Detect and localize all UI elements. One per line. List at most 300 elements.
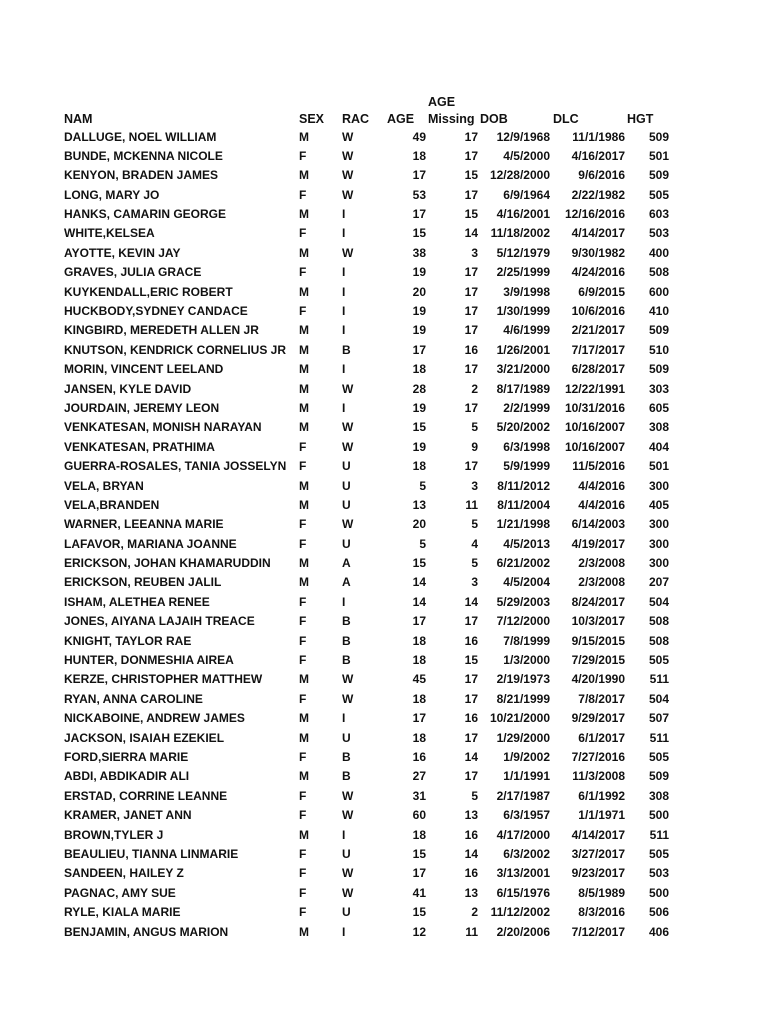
cell-age-missing: 17 <box>464 730 478 745</box>
cell-dlc: 8/3/2016 <box>578 905 625 920</box>
cell-dlc: 9/6/2016 <box>578 168 625 183</box>
cell-name: BENJAMIN, ANGUS MARION <box>64 924 229 939</box>
cell-age-missing: 14 <box>464 226 478 241</box>
cell-hgt: 300 <box>648 517 669 532</box>
cell-sex: M <box>299 924 309 939</box>
cell-dlc: 8/24/2017 <box>571 594 625 609</box>
table-row <box>0 690 768 709</box>
cell-name: MORIN, VINCENT LEELAND <box>64 362 224 377</box>
cell-age-missing: 17 <box>464 265 478 280</box>
cell-age: 12 <box>412 924 426 939</box>
header-age-missing-bottom: Missing <box>428 112 475 126</box>
cell-dob: 12/28/2000 <box>489 168 550 183</box>
table-row <box>0 128 768 147</box>
cell-sex: M <box>299 168 309 183</box>
cell-age-missing: 5 <box>471 517 478 532</box>
cell-age-missing: 17 <box>464 129 478 144</box>
cell-dob: 6/3/1998 <box>503 439 550 454</box>
cell-hgt: 207 <box>648 575 669 590</box>
cell-dlc: 6/1/2017 <box>578 730 625 745</box>
cell-name: SANDEEN, HAILEY Z <box>64 866 184 881</box>
cell-name: ABDI, ABDIKADIR ALI <box>64 769 190 784</box>
header-sex: SEX <box>299 112 325 126</box>
cell-age-missing: 17 <box>464 362 478 377</box>
cell-sex: M <box>299 827 309 842</box>
table-row <box>0 341 768 360</box>
cell-name: LONG, MARY JO <box>64 187 160 202</box>
cell-age: 17 <box>412 207 426 222</box>
cell-dob: 4/5/2013 <box>503 536 550 551</box>
cell-dob: 5/9/1999 <box>503 459 550 474</box>
cell-sex: M <box>299 207 309 222</box>
cell-name: BROWN,TYLER J <box>64 827 164 842</box>
cell-sex: M <box>299 556 309 571</box>
cell-race: W <box>342 788 354 803</box>
cell-age-missing: 14 <box>464 846 478 861</box>
cell-hgt: 500 <box>648 885 669 900</box>
cell-age: 14 <box>412 594 426 609</box>
cell-age-missing: 2 <box>471 905 478 920</box>
table-row <box>0 729 768 748</box>
cell-hgt: 504 <box>648 594 669 609</box>
cell-name: KENYON, BRADEN JAMES <box>64 168 219 183</box>
cell-dlc: 7/17/2017 <box>571 342 625 357</box>
cell-age-missing: 17 <box>464 400 478 415</box>
cell-dob: 1/21/1998 <box>496 517 550 532</box>
cell-age-missing: 3 <box>471 575 478 590</box>
cell-sex: F <box>299 439 307 454</box>
cell-age-missing: 17 <box>464 148 478 163</box>
cell-age: 16 <box>412 750 426 764</box>
cell-age: 15 <box>412 420 426 435</box>
cell-age: 15 <box>412 556 426 571</box>
cell-age: 28 <box>412 381 426 396</box>
cell-age-missing: 14 <box>464 750 478 764</box>
cell-age-missing: 16 <box>464 827 478 842</box>
cell-age-missing: 17 <box>464 323 478 338</box>
cell-hgt: 511 <box>649 827 669 842</box>
cell-dob: 7/12/2000 <box>496 614 550 629</box>
cell-race: W <box>342 517 354 532</box>
cell-hgt: 507 <box>648 711 669 726</box>
table-row <box>0 845 768 864</box>
cell-sex: M <box>299 362 309 377</box>
cell-race: I <box>342 924 346 939</box>
cell-dob: 2/17/1987 <box>496 788 550 803</box>
table-header <box>0 96 768 126</box>
cell-age-missing: 15 <box>464 168 478 183</box>
cell-hgt: 500 <box>648 808 669 823</box>
cell-age-missing: 5 <box>471 420 478 435</box>
table-row <box>0 884 768 903</box>
table-row <box>0 535 768 554</box>
cell-age-missing: 16 <box>464 342 478 357</box>
cell-race: W <box>342 691 354 706</box>
cell-name: GRAVES, JULIA GRACE <box>64 265 202 280</box>
cell-dlc: 10/16/2007 <box>564 439 625 454</box>
cell-age: 19 <box>412 439 426 454</box>
cell-name: VELA, BRYAN <box>64 478 144 493</box>
cell-sex: F <box>299 226 307 241</box>
cell-age-missing: 17 <box>464 691 478 706</box>
cell-hgt: 509 <box>648 362 669 377</box>
table-row <box>0 923 768 942</box>
cell-age-missing: 17 <box>464 769 478 784</box>
cell-hgt: 509 <box>648 769 669 784</box>
cell-race: W <box>342 808 354 823</box>
cell-dob: 10/21/2000 <box>489 711 550 726</box>
cell-age: 18 <box>412 730 426 745</box>
cell-hgt: 508 <box>648 633 669 648</box>
cell-age-missing: 13 <box>464 808 478 823</box>
cell-hgt: 505 <box>648 187 669 202</box>
cell-sex: F <box>299 148 307 163</box>
cell-sex: M <box>299 730 309 745</box>
cell-sex: F <box>299 885 307 900</box>
cell-age: 15 <box>412 226 426 241</box>
table-row <box>0 147 768 166</box>
cell-race: I <box>342 711 346 726</box>
cell-age: 18 <box>412 653 426 668</box>
cell-age: 19 <box>412 400 426 415</box>
cell-age: 17 <box>412 711 426 726</box>
table-row <box>0 496 768 515</box>
cell-hgt: 300 <box>648 556 669 571</box>
cell-age: 13 <box>412 497 426 512</box>
cell-age: 18 <box>412 148 426 163</box>
cell-age-missing: 14 <box>464 594 478 609</box>
cell-age-missing: 2 <box>471 381 478 396</box>
cell-age: 18 <box>412 691 426 706</box>
table-row <box>0 399 768 418</box>
cell-dlc: 11/3/2008 <box>572 769 625 784</box>
table-row <box>0 244 768 263</box>
table-row <box>0 186 768 205</box>
cell-dob: 6/15/1976 <box>496 885 550 900</box>
cell-hgt: 505 <box>648 846 669 861</box>
cell-name: NICKABOINE, ANDREW JAMES <box>64 711 245 726</box>
cell-age: 18 <box>412 459 426 474</box>
table-row <box>0 283 768 302</box>
cell-dob: 1/29/2000 <box>496 730 550 745</box>
cell-hgt: 508 <box>648 614 669 629</box>
cell-race: W <box>342 381 354 396</box>
cell-name: KNUTSON, KENDRICK CORNELIUS JR <box>64 342 287 357</box>
cell-dob: 6/21/2002 <box>496 556 550 571</box>
cell-race: I <box>342 400 346 415</box>
cell-age: 17 <box>412 866 426 881</box>
cell-age: 19 <box>412 304 426 319</box>
cell-age: 18 <box>412 362 426 377</box>
cell-race: I <box>342 304 346 319</box>
table-row <box>0 457 768 476</box>
cell-race: W <box>342 187 354 202</box>
cell-name: AYOTTE, KEVIN JAY <box>64 245 181 260</box>
cell-age-missing: 17 <box>464 284 478 299</box>
cell-race: I <box>342 827 346 842</box>
cell-name: JACKSON, ISAIAH EZEKIEL <box>64 730 225 745</box>
table-row <box>0 321 768 340</box>
cell-race: I <box>342 265 346 280</box>
cell-dlc: 3/27/2017 <box>571 846 625 861</box>
cell-name: ERICKSON, JOHAN KHAMARUDDIN <box>64 556 271 571</box>
cell-dlc: 4/19/2017 <box>571 536 625 551</box>
cell-name: PAGNAC, AMY SUE <box>64 885 176 900</box>
cell-hgt: 404 <box>648 439 669 454</box>
cell-race: A <box>342 556 351 571</box>
cell-race: I <box>342 323 346 338</box>
cell-dlc: 9/30/1982 <box>571 245 625 260</box>
cell-age-missing: 16 <box>464 711 478 726</box>
cell-age-missing: 13 <box>464 885 478 900</box>
cell-sex: F <box>299 750 307 764</box>
cell-sex: M <box>299 342 309 357</box>
cell-hgt: 510 <box>648 342 669 357</box>
cell-name: KINGBIRD, MEREDETH ALLEN JR <box>64 323 259 338</box>
cell-age: 19 <box>412 323 426 338</box>
cell-hgt: 506 <box>648 905 669 920</box>
cell-sex: M <box>299 497 309 512</box>
cell-race: U <box>342 478 351 493</box>
cell-dob: 7/8/1999 <box>503 633 550 648</box>
cell-dlc: 2/21/2017 <box>571 323 625 338</box>
cell-sex: F <box>299 459 307 474</box>
cell-sex: F <box>299 265 307 280</box>
cell-dlc: 4/4/2016 <box>578 497 625 512</box>
cell-hgt: 505 <box>648 653 669 668</box>
cell-hgt: 509 <box>648 168 669 183</box>
cell-dob: 5/12/1979 <box>496 245 550 260</box>
cell-age-missing: 3 <box>471 478 478 493</box>
cell-race: W <box>342 129 354 144</box>
cell-age-missing: 17 <box>464 614 478 629</box>
table-row <box>0 224 768 243</box>
cell-age-missing: 5 <box>471 788 478 803</box>
cell-age-missing: 17 <box>464 672 478 687</box>
cell-age: 38 <box>412 245 426 260</box>
cell-name: ISHAM, ALETHEA RENEE <box>64 594 210 609</box>
table-row <box>0 864 768 883</box>
table-row <box>0 205 768 224</box>
cell-dlc: 7/12/2017 <box>571 924 625 939</box>
cell-race: W <box>342 885 354 900</box>
table-row <box>0 709 768 728</box>
header-name: NAM <box>64 112 93 126</box>
cell-dob: 11/18/2002 <box>490 226 550 241</box>
cell-dlc: 12/22/1991 <box>564 381 625 396</box>
cell-race: B <box>342 653 351 668</box>
table-row <box>0 748 768 767</box>
cell-race: U <box>342 730 351 745</box>
cell-dlc: 4/20/1990 <box>571 672 625 687</box>
cell-age-missing: 11 <box>465 924 478 939</box>
cell-dlc: 6/14/2003 <box>571 517 625 532</box>
cell-hgt: 503 <box>648 866 669 881</box>
cell-sex: M <box>299 323 309 338</box>
cell-race: W <box>342 420 354 435</box>
cell-dob: 11/12/2002 <box>490 905 550 920</box>
cell-hgt: 300 <box>648 478 669 493</box>
cell-sex: F <box>299 846 307 861</box>
cell-hgt: 600 <box>648 284 669 299</box>
cell-name: JONES, AIYANA LAJAIH TREACE <box>64 614 255 629</box>
cell-sex: F <box>299 304 307 319</box>
cell-sex: F <box>299 653 307 668</box>
cell-name: GUERRA-ROSALES, TANIA JOSSELYN <box>64 459 287 474</box>
cell-race: I <box>342 362 346 377</box>
cell-name: HUNTER, DONMESHIA AIREA <box>64 653 234 668</box>
cell-dlc: 12/16/2016 <box>564 207 625 222</box>
table-row <box>0 360 768 379</box>
cell-dob: 3/13/2001 <box>496 866 550 881</box>
cell-dob: 8/11/2012 <box>497 478 550 493</box>
cell-age: 45 <box>412 672 426 687</box>
cell-name: KUYKENDALL,ERIC ROBERT <box>64 284 233 299</box>
cell-age-missing: 5 <box>471 556 478 571</box>
cell-hgt: 511 <box>649 672 669 687</box>
cell-race: A <box>342 575 351 590</box>
cell-race: B <box>342 342 351 357</box>
cell-sex: M <box>299 284 309 299</box>
cell-hgt: 508 <box>648 265 669 280</box>
cell-age-missing: 17 <box>464 187 478 202</box>
cell-sex: M <box>299 129 309 144</box>
cell-hgt: 503 <box>648 226 669 241</box>
cell-sex: F <box>299 594 307 609</box>
cell-age-missing: 9 <box>471 439 478 454</box>
table-row <box>0 806 768 825</box>
cell-age-missing: 17 <box>464 459 478 474</box>
cell-name: ERSTAD, CORRINE LEANNE <box>64 788 228 803</box>
cell-sex: F <box>299 187 307 202</box>
cell-name: BEAULIEU, TIANNA LINMARIE <box>64 846 239 861</box>
cell-hgt: 605 <box>648 400 669 415</box>
cell-race: I <box>342 207 346 222</box>
cell-sex: F <box>299 691 307 706</box>
cell-dob: 6/9/1964 <box>503 187 550 202</box>
table-body <box>0 128 768 942</box>
table-row <box>0 573 768 592</box>
cell-dlc: 9/29/2017 <box>571 711 625 726</box>
cell-age: 27 <box>412 769 426 784</box>
cell-name: HANKS, CAMARIN GEORGE <box>64 207 227 222</box>
cell-race: B <box>342 750 351 764</box>
cell-age-missing: 3 <box>471 245 478 260</box>
cell-race: U <box>342 497 351 512</box>
cell-dlc: 6/28/2017 <box>571 362 625 377</box>
cell-age-missing: 16 <box>464 633 478 648</box>
cell-race: I <box>342 226 346 241</box>
cell-dob: 6/3/2002 <box>503 846 550 861</box>
cell-race: W <box>342 168 354 183</box>
cell-name: KNIGHT, TAYLOR RAE <box>64 633 192 648</box>
cell-dlc: 1/1/1971 <box>578 808 625 823</box>
cell-age-missing: 17 <box>464 304 478 319</box>
cell-dlc: 6/1/1992 <box>578 788 625 803</box>
cell-hgt: 511 <box>649 730 669 745</box>
cell-name: KERZE, CHRISTOPHER MATTHEW <box>64 672 263 687</box>
cell-sex: M <box>299 575 309 590</box>
cell-hgt: 504 <box>648 691 669 706</box>
cell-dlc: 7/29/2015 <box>571 653 625 668</box>
cell-age: 18 <box>412 827 426 842</box>
cell-hgt: 303 <box>648 381 669 396</box>
cell-race: W <box>342 439 354 454</box>
cell-hgt: 509 <box>648 323 669 338</box>
cell-dlc: 4/24/2016 <box>571 265 625 280</box>
cell-dlc: 4/16/2017 <box>571 148 625 163</box>
cell-name: RYLE, KIALA MARIE <box>64 905 181 920</box>
table-row <box>0 302 768 321</box>
cell-dlc: 6/9/2015 <box>578 284 625 299</box>
cell-hgt: 509 <box>648 129 669 144</box>
cell-sex: F <box>299 808 307 823</box>
cell-age: 20 <box>412 517 426 532</box>
cell-age: 5 <box>419 478 426 493</box>
cell-sex: F <box>299 614 307 629</box>
cell-sex: M <box>299 400 309 415</box>
cell-name: VELA,BRANDEN <box>64 497 160 512</box>
cell-name: HUCKBODY,SYDNEY CANDACE <box>64 304 248 319</box>
cell-age: 15 <box>412 905 426 920</box>
table-row <box>0 826 768 845</box>
cell-dob: 1/26/2001 <box>496 342 550 357</box>
cell-dob: 8/21/1999 <box>496 691 550 706</box>
cell-race: W <box>342 148 354 163</box>
cell-age: 14 <box>412 575 426 590</box>
cell-dlc: 10/3/2017 <box>571 614 625 629</box>
header-dlc: DLC <box>553 112 579 126</box>
cell-dlc: 9/15/2015 <box>571 633 625 648</box>
cell-age: 20 <box>412 284 426 299</box>
cell-dob: 1/1/1991 <box>503 769 550 784</box>
cell-hgt: 603 <box>648 207 669 222</box>
cell-dob: 4/16/2001 <box>496 207 550 222</box>
cell-sex: M <box>299 478 309 493</box>
cell-name: JOURDAIN, JEREMY LEON <box>64 400 220 415</box>
cell-dob: 3/9/1998 <box>503 284 550 299</box>
cell-hgt: 501 <box>648 148 669 163</box>
cell-hgt: 300 <box>648 536 669 551</box>
cell-hgt: 405 <box>648 497 669 512</box>
cell-age-missing: 16 <box>464 866 478 881</box>
cell-race: U <box>342 536 351 551</box>
table-row <box>0 477 768 496</box>
header-age: AGE <box>387 112 415 126</box>
table-row <box>0 767 768 786</box>
cell-age: 17 <box>412 168 426 183</box>
cell-race: I <box>342 284 346 299</box>
cell-sex: M <box>299 245 309 260</box>
cell-name: KRAMER, JANET ANN <box>64 808 192 823</box>
cell-race: W <box>342 866 354 881</box>
cell-name: FORD,SIERRA MARIE <box>64 750 189 764</box>
header-age-missing-top: AGE <box>428 95 456 109</box>
cell-name: WHITE,KELSEA <box>64 226 155 241</box>
cell-age-missing: 11 <box>465 497 478 512</box>
cell-name: ERICKSON, REUBEN JALIL <box>64 575 222 590</box>
cell-hgt: 505 <box>648 750 669 764</box>
cell-dob: 3/21/2000 <box>496 362 550 377</box>
cell-age-missing: 4 <box>471 536 478 551</box>
header-hgt: HGT <box>627 112 654 126</box>
cell-race: B <box>342 769 351 784</box>
table-row <box>0 515 768 534</box>
cell-dlc: 2/22/1982 <box>571 187 625 202</box>
table-row <box>0 651 768 670</box>
cell-name: VENKATESAN, MONISH NARAYAN <box>64 420 262 435</box>
cell-dlc: 7/27/2016 <box>571 750 625 764</box>
